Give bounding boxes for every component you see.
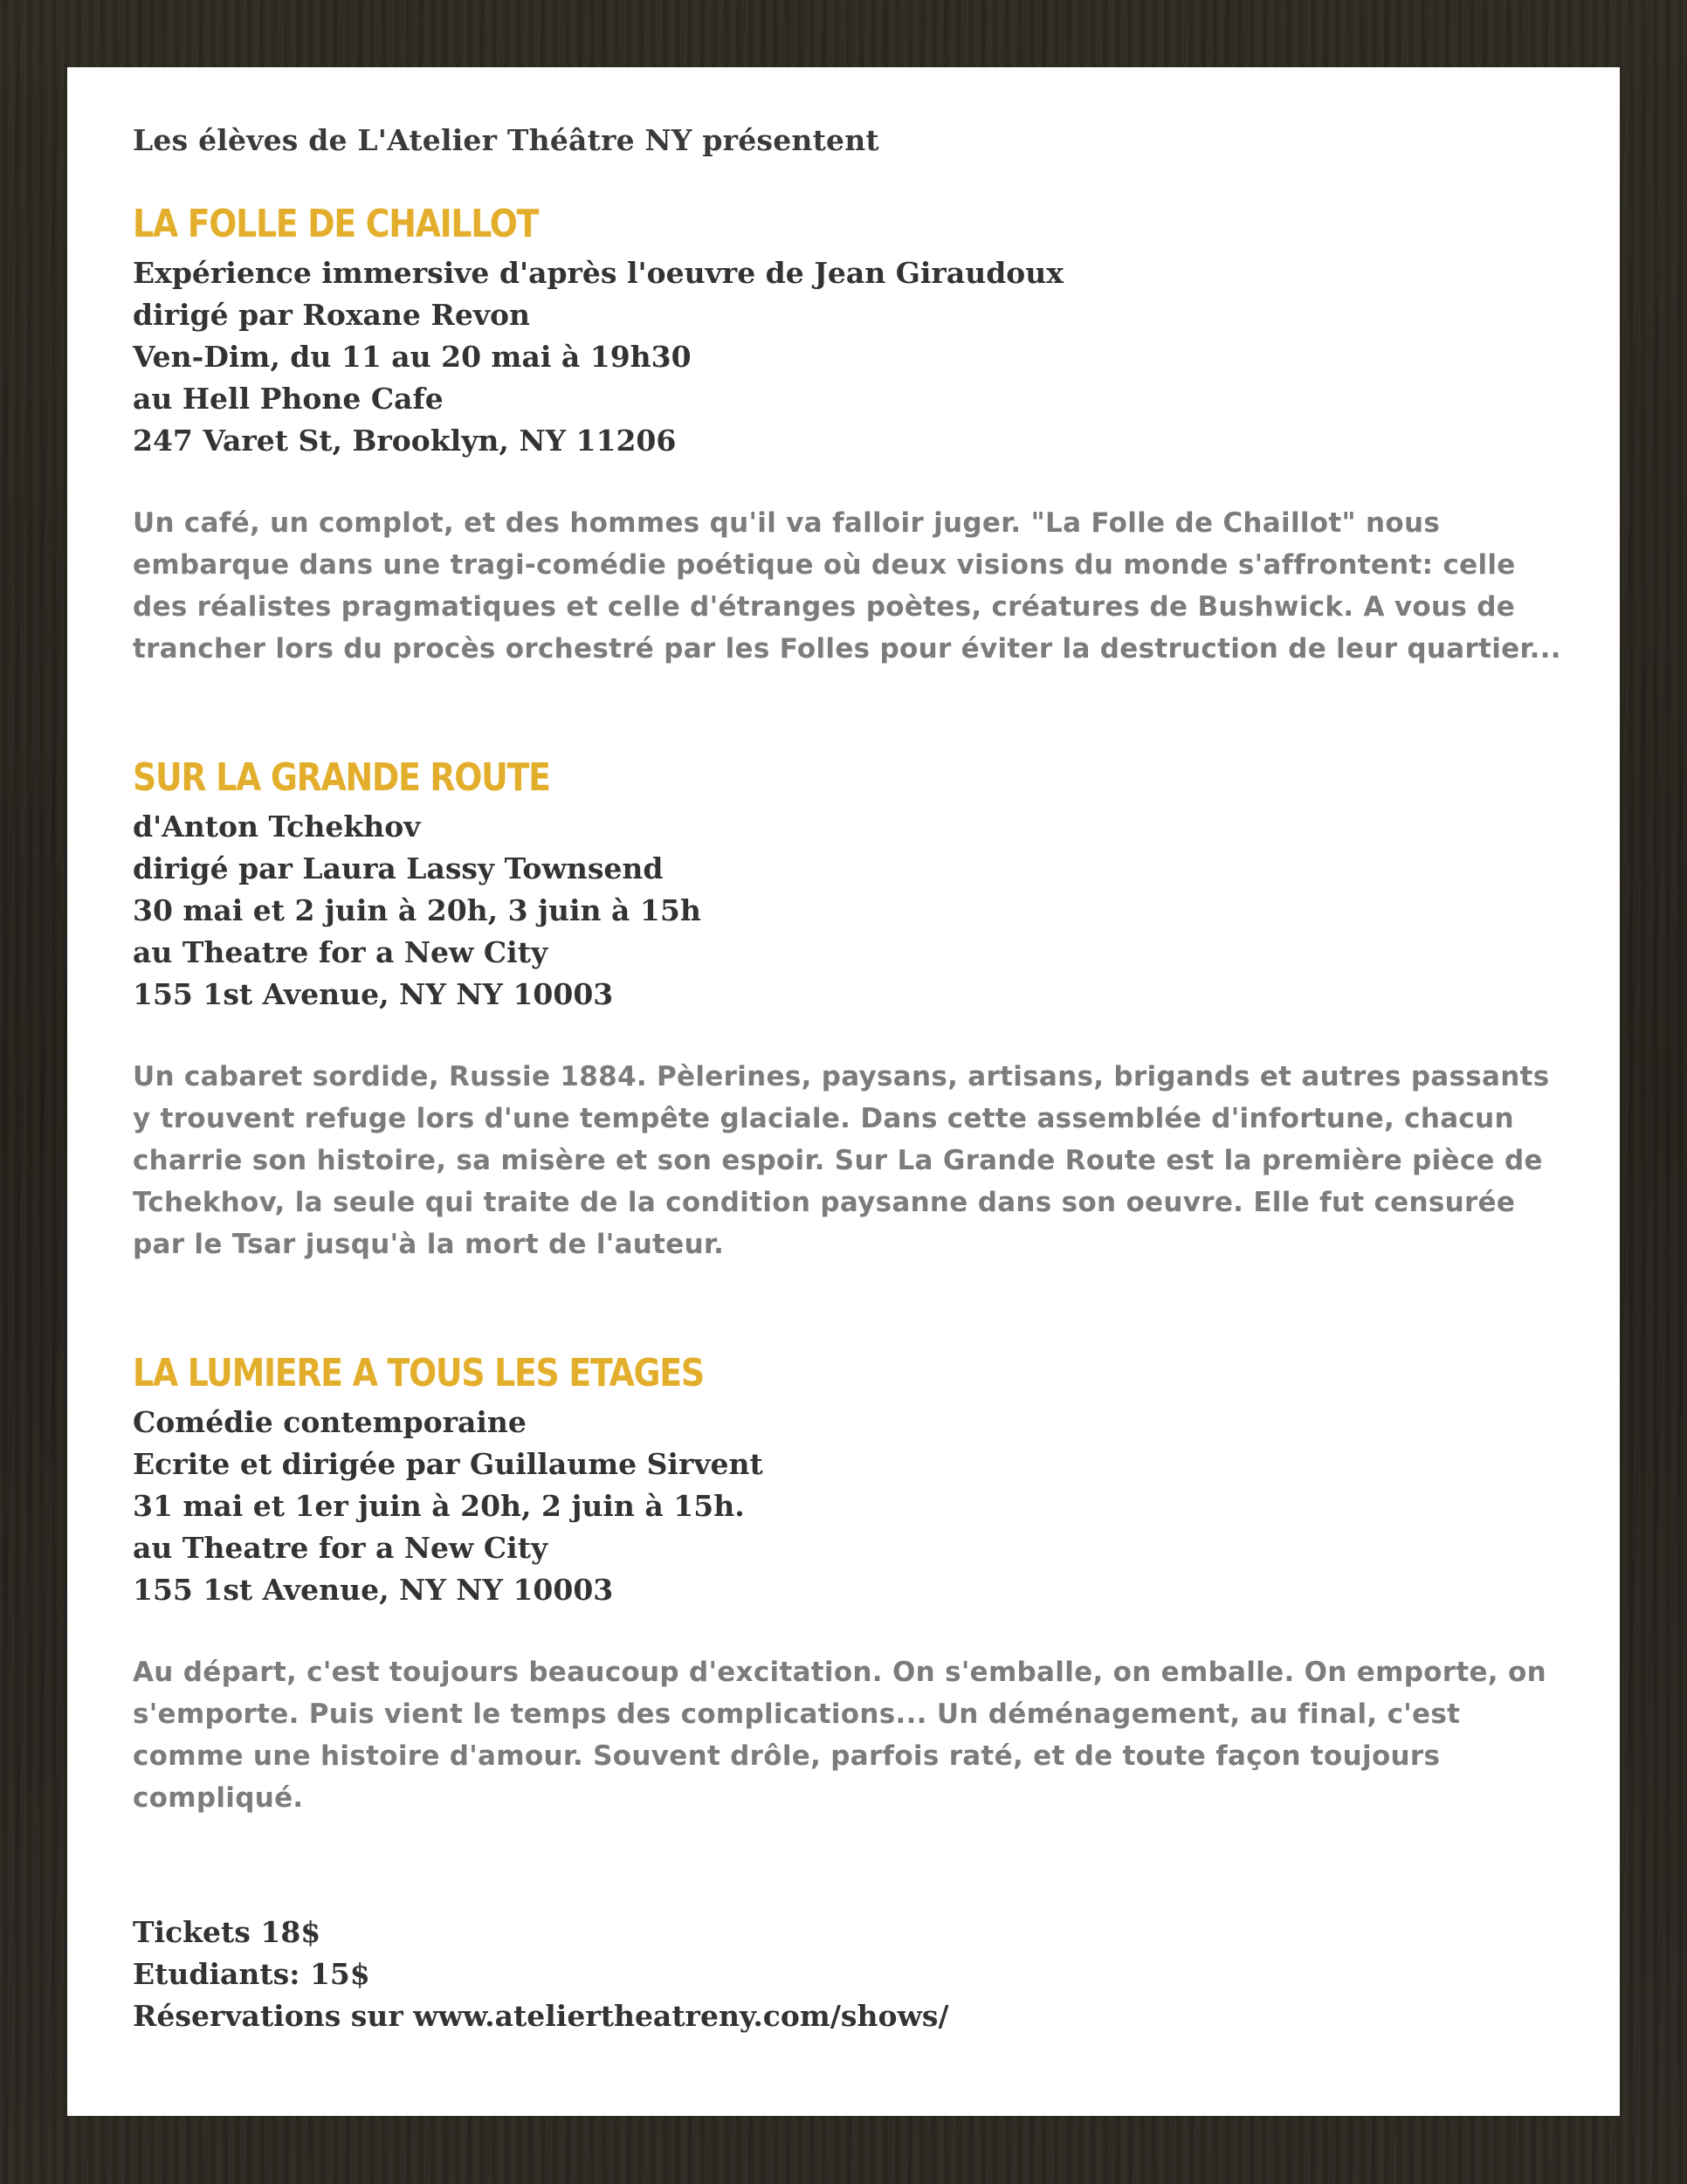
show-address: 155 1st Avenue, NY NY 10003	[133, 977, 614, 1011]
show-la-folle-de-chaillot	[133, 196, 1565, 670]
show-description: Un café, un complot, et des hommes qu'il va falloir juger. "La Folle de Chaillot" nous embarque dans une tragi-comédie poétique où deux visions du monde s'affrontent: celle des réalistes pragmatiques et celle d'étranges poètes, créatures de Bushwick. A vous de trancher lors du procès orchestré par les Folles pour éviter la destruction de leur quartier...	[133, 507, 1561, 665]
show-details	[133, 806, 1565, 1016]
show-la-lumiere-a-tous-les-etages	[133, 1346, 1565, 1819]
show-venue: au Theatre for a New City	[133, 935, 548, 969]
intro-line: Les élèves de L'Atelier Théâtre NY présentent	[133, 123, 879, 157]
show-director: dirigé par Roxane Revon	[133, 298, 530, 332]
show-dates: 31 mai et 1er juin à 20h, 2 juin à 15h.	[133, 1489, 745, 1523]
show-dates: Ven-Dim, du 11 au 20 mai à 19h30	[133, 340, 692, 374]
show-venue: au Theatre for a New City	[133, 1531, 548, 1565]
show-director: Ecrite et dirigée par Guillaume Sirvent	[133, 1447, 763, 1481]
show-venue: au Hell Phone Cafe	[133, 382, 444, 416]
ticket-price: Tickets 18$	[133, 1915, 321, 1949]
student-price: Etudiants: 15$	[133, 1957, 370, 1991]
show-description: Au départ, c'est toujours beaucoup d'excitation. On s'emballe, on emballe. On emporte, on s'emporte. Puis vient le temps des complications... Un déménagement, au final, c'est comme une histoire d'amour. Souvent drôle, parfois raté, et de toute façon toujours compliqué.	[133, 1657, 1546, 1814]
show-address: 247 Varet St, Brooklyn, NY 11206	[133, 424, 677, 458]
show-genre: Comédie contemporaine	[133, 1405, 527, 1439]
show-details	[133, 252, 1565, 462]
show-address: 155 1st Avenue, NY NY 10003	[133, 1573, 614, 1607]
show-subtitle: Expérience immersive d'après l'oeuvre de Jean Giraudoux	[133, 256, 1064, 290]
show-author: d'Anton Tchekhov	[133, 810, 421, 844]
show-sur-la-grande-route	[133, 750, 1565, 1265]
reservations-link[interactable]: Réservations sur www.ateliertheatreny.com/shows/	[133, 1999, 949, 2033]
show-details	[133, 1402, 1565, 1611]
show-title: SUR LA GRANDE ROUTE	[133, 755, 550, 800]
flyer-page	[67, 67, 1620, 2116]
ticket-info	[133, 1912, 1565, 2037]
show-title: LA LUMIERE A TOUS LES ETAGES	[133, 1351, 704, 1395]
flyer-content	[133, 120, 1565, 2037]
show-director: dirigé par Laura Lassy Townsend	[133, 851, 664, 885]
show-dates: 30 mai et 2 juin à 20h, 3 juin à 15h	[133, 893, 701, 927]
show-title: LA FOLLE DE CHAILLOT	[133, 202, 539, 246]
show-description: Un cabaret sordide, Russie 1884. Pèlerines, paysans, artisans, brigands et autres passants y trouvent refuge lors d'une tempête glaciale. Dans cette assemblée d'infortune, chacun charrie son histoire, sa misère et son espoir. Sur La Grande Route est la première pièce de Tchekhov, la seule qui traite de la condition paysanne dans son oeuvre. Elle fut censurée par le Tsar jusqu'à la mort de l'auteur.	[133, 1061, 1550, 1260]
